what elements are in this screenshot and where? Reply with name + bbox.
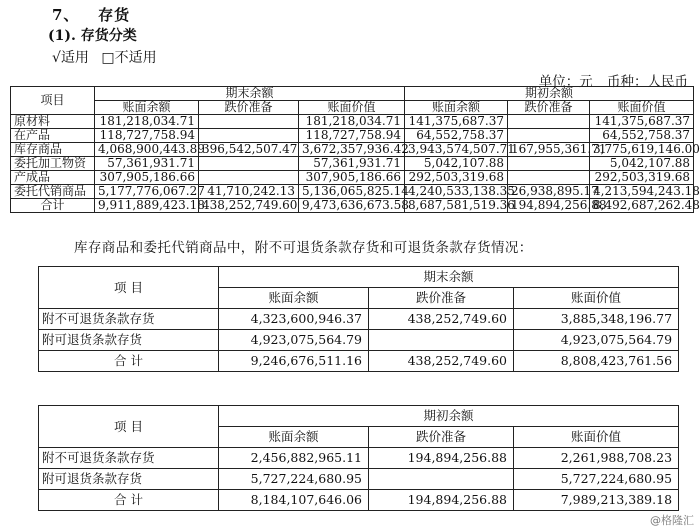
inventory-classification-table xyxy=(10,86,700,213)
group-header: 期初余额 xyxy=(219,406,679,427)
cell: 181,218,034.71 xyxy=(299,115,405,129)
column-header: 跌价准备 xyxy=(369,427,514,448)
column-header: 跌价准备 xyxy=(369,288,514,309)
end-balance-table xyxy=(38,266,679,372)
cell xyxy=(508,115,590,129)
unit-label: 单位：元 xyxy=(538,74,593,90)
table-header-row xyxy=(39,406,679,427)
row-label: 库存商品 xyxy=(11,143,95,157)
cell: 8,687,581,519.36 xyxy=(405,199,508,213)
cell xyxy=(508,129,590,143)
cell: 118,727,758.94 xyxy=(95,129,199,143)
table-row xyxy=(11,157,694,171)
cell: 5,042,107.88 xyxy=(405,157,508,171)
cell: 2,456,882,965.11 xyxy=(219,448,369,469)
cell: 438,252,749.60 xyxy=(199,199,299,213)
cell xyxy=(199,129,299,143)
total-row xyxy=(39,351,679,372)
cell: 64,552,758.37 xyxy=(590,129,694,143)
applicability-options xyxy=(52,47,165,67)
row-label: 附不可退货条款存货 xyxy=(39,309,219,330)
cell: 26,938,895.17 xyxy=(508,185,590,199)
cell: 4,923,075,564.79 xyxy=(514,330,679,351)
total-row xyxy=(11,199,694,213)
begin-balance-table xyxy=(38,405,679,511)
cell: 3,672,357,936.42 xyxy=(299,143,405,157)
column-header: 账面余额 xyxy=(219,288,369,309)
table-row xyxy=(39,448,679,469)
not-applicable-option: □不适用 xyxy=(101,50,157,66)
row-label: 附不可退货条款存货 xyxy=(39,448,219,469)
cell xyxy=(199,157,299,171)
row-label: 产成品 xyxy=(11,171,95,185)
cell: 438,252,749.60 xyxy=(369,351,514,372)
cell: 118,727,758.94 xyxy=(299,129,405,143)
cell xyxy=(508,157,590,171)
cell: 8,184,107,646.06 xyxy=(219,490,369,511)
cell: 9,246,676,511.16 xyxy=(219,351,369,372)
table-row xyxy=(11,115,694,129)
cell: 438,252,749.60 xyxy=(369,309,514,330)
item-header: 项 目 xyxy=(39,406,219,448)
cell xyxy=(508,171,590,185)
cell: 167,955,361.71 xyxy=(508,143,590,157)
cell: 181,218,034.71 xyxy=(95,115,199,129)
applicable-option: √适用 xyxy=(52,50,89,66)
table-row xyxy=(39,469,679,490)
cell: 292,503,319.68 xyxy=(590,171,694,185)
currency-label: 币种：人民币 xyxy=(607,74,688,90)
row-label: 附可退货条款存货 xyxy=(39,469,219,490)
item-header: 项目 xyxy=(11,87,95,115)
section-number: 7、 xyxy=(52,6,80,24)
cell: 9,473,636,673.58 xyxy=(299,199,405,213)
cell: 5,177,776,067.27 xyxy=(95,185,199,199)
cell: 4,323,600,946.37 xyxy=(219,309,369,330)
cell: 5,727,224,680.95 xyxy=(219,469,369,490)
cell: 194,894,256.88 xyxy=(369,490,514,511)
row-label: 原材料 xyxy=(11,115,95,129)
cell: 4,923,075,564.79 xyxy=(219,330,369,351)
column-header: 账面价值 xyxy=(299,101,405,115)
cell: 57,361,931.71 xyxy=(95,157,199,171)
row-label: 附可退货条款存货 xyxy=(39,330,219,351)
group-header-end: 期末余额 xyxy=(95,87,405,101)
cell xyxy=(199,115,299,129)
table-row xyxy=(39,330,679,351)
cell: 3,775,619,146.00 xyxy=(590,143,694,157)
cell: 9,911,889,423.18 xyxy=(95,199,199,213)
row-label: 委托加工物资 xyxy=(11,157,95,171)
cell: 396,542,507.47 xyxy=(199,143,299,157)
column-header: 跌价准备 xyxy=(508,101,590,115)
cell: 4,240,533,138.35 xyxy=(405,185,508,199)
column-header: 账面价值 xyxy=(514,427,679,448)
cell: 141,375,687.37 xyxy=(405,115,508,129)
group-header-begin: 期初余额 xyxy=(405,87,694,101)
cell: 3,943,574,507.71 xyxy=(405,143,508,157)
cell: 5,042,107.88 xyxy=(590,157,694,171)
cell xyxy=(199,171,299,185)
row-label: 在产品 xyxy=(11,129,95,143)
cell: 2,261,988,708.23 xyxy=(514,448,679,469)
cell: 57,361,931.71 xyxy=(299,157,405,171)
cell: 41,710,242.13 xyxy=(199,185,299,199)
cell: 4,068,900,443.89 xyxy=(95,143,199,157)
cell: 307,905,186.66 xyxy=(95,171,199,185)
cell: 292,503,319.68 xyxy=(405,171,508,185)
cell: 4,213,594,243.18 xyxy=(590,185,694,199)
row-label: 委托代销商品 xyxy=(11,185,95,199)
column-header: 账面余额 xyxy=(95,101,199,115)
cell: 64,552,758.37 xyxy=(405,129,508,143)
row-label: 合 计 xyxy=(39,490,219,511)
column-header: 账面余额 xyxy=(405,101,508,115)
section-heading xyxy=(52,4,130,25)
cell: 194,894,256.88 xyxy=(369,448,514,469)
row-label: 合 计 xyxy=(39,351,219,372)
table-row xyxy=(11,129,694,143)
cell xyxy=(369,469,514,490)
table-subheader-row xyxy=(11,101,694,115)
table-row xyxy=(11,143,694,157)
row-label: 合计 xyxy=(11,199,95,213)
cell: 3,885,348,196.77 xyxy=(514,309,679,330)
table-header-row xyxy=(39,267,679,288)
cell: 194,894,256.88 xyxy=(508,199,590,213)
cell: 141,375,687.37 xyxy=(590,115,694,129)
column-header: 跌价准备 xyxy=(199,101,299,115)
cell: 307,905,186.66 xyxy=(299,171,405,185)
watermark: @格隆汇 xyxy=(650,514,694,527)
cell xyxy=(369,330,514,351)
table-header-row xyxy=(11,87,694,101)
table-row xyxy=(39,309,679,330)
column-header: 账面余额 xyxy=(219,427,369,448)
table-row xyxy=(11,171,694,185)
subsection-heading: (1). 存货分类 xyxy=(48,28,137,44)
group-header: 期末余额 xyxy=(219,267,679,288)
item-header: 项 目 xyxy=(39,267,219,309)
cell: 8,808,423,761.56 xyxy=(514,351,679,372)
cell: 5,136,065,825.14 xyxy=(299,185,405,199)
cell: 8,492,687,262.48 xyxy=(590,199,694,213)
note-text: 库存商品和委托代销商品中，附不可退货条款存货和可退货条款存货情况： xyxy=(74,240,533,256)
cell: 5,727,224,680.95 xyxy=(514,469,679,490)
total-row xyxy=(39,490,679,511)
section-title: 存货 xyxy=(98,6,131,24)
table-row xyxy=(11,185,694,199)
column-header: 账面价值 xyxy=(514,288,679,309)
column-header: 账面价值 xyxy=(590,101,694,115)
cell: 7,989,213,389.18 xyxy=(514,490,679,511)
